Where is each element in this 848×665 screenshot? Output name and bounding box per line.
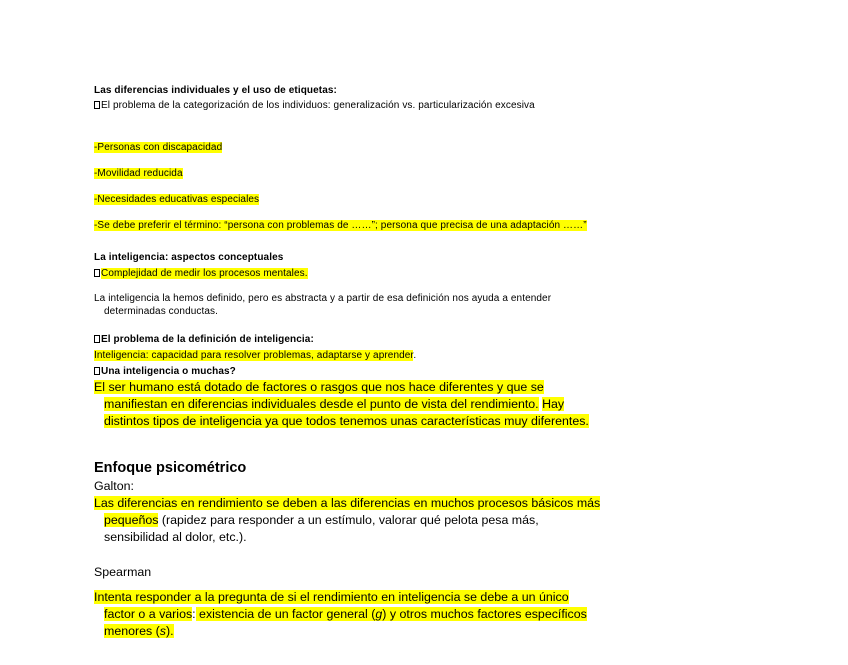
paragraph-definicion: La inteligencia la hemos definido, pero es abstracta y a partir de esa definición nos ayuda a entender determinadas conductas. [94, 293, 552, 317]
heading-enfoque-psicometrico: Enfoque psicométrico [94, 460, 247, 476]
list-item-categorizacion: El problema de la categorización de los individuos: generalización vs. particularización excesiva [94, 99, 574, 112]
bullet-icon [94, 101, 100, 109]
section-title-diferencias: Las diferencias individuales y el uso de etiquetas: [94, 85, 337, 96]
bullet-icon [94, 367, 100, 375]
section-title-inteligencia: La inteligencia: aspectos conceptuales [94, 252, 284, 263]
paragraph-galton: Las diferencias en rendimiento se deben a las diferencias en muchos procesos básicos más pequeños (rapidez para responder a un estímulo, valorar qué pelota pesa más, sensibilidad al dolor, etc.). [94, 496, 601, 544]
bullet-icon [94, 269, 100, 277]
list-item-movilidad: -Movilidad reducida [94, 168, 183, 179]
label-spearman: Spearman [94, 565, 152, 579]
bullet-icon [94, 335, 100, 343]
list-item-necesidades: -Necesidades educativas especiales [94, 194, 260, 205]
label-galton: Galton: [94, 479, 134, 493]
paragraph-spearman: Intenta responder a la pregunta de si el rendimiento en inteligencia se debe a un único factor o a varios: existencia de un factor general (g) y otros muchos factores específicos menores (s). [94, 590, 587, 638]
list-item-problema-definicion: El problema de la definición de inteligencia: [94, 333, 594, 346]
list-item-termino: -Se debe preferir el término: “persona con problemas de ……”; persona que precisa de una adaptación ……” [94, 220, 587, 231]
paragraph-ser-humano: El ser humano está dotado de factores o rasgos que nos hace diferentes y que se manifiestan en diferencias individuales desde el punto de vista del rendimiento. Hay distintos tipos de inteligencia ya que todos tenemos unas características muy diferentes. [94, 380, 589, 428]
list-item-una-o-muchas: Una inteligencia o muchas? [94, 365, 594, 378]
list-item-discapacidad: -Personas con discapacidad [94, 142, 223, 153]
list-item-complejidad: Complejidad de medir los procesos mentales. [94, 267, 594, 280]
definicion-inteligencia: Inteligencia: capacidad para resolver problemas, adaptarse y aprender. [94, 350, 417, 361]
